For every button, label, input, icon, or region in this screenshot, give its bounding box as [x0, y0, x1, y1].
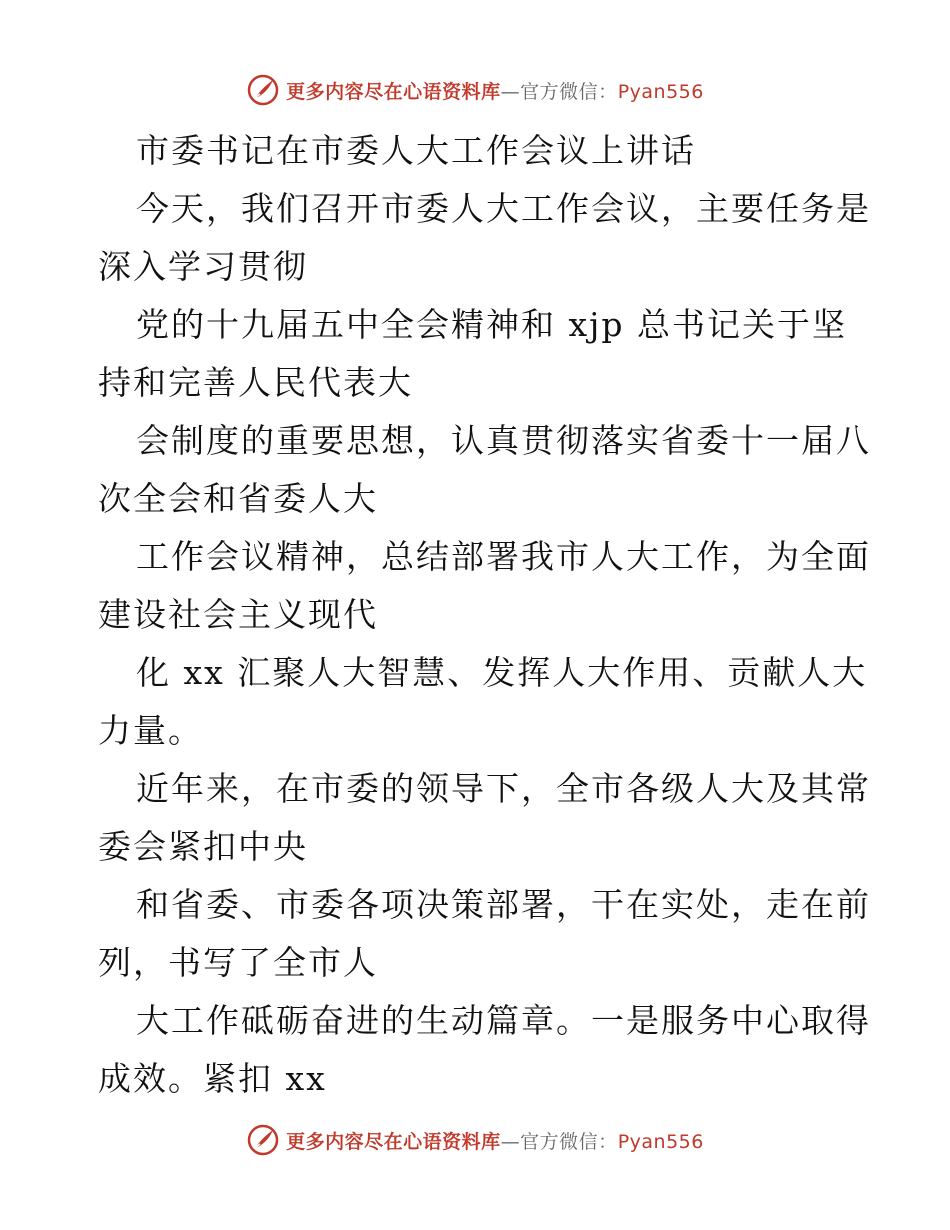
body-line: 今天，我们召开市委人大工作会议，主要任务是 [136, 189, 871, 228]
body-line: 建设社会主义现代 [98, 595, 378, 634]
feather-pen-logo-icon [246, 73, 280, 107]
body-line: 党的十九届五中全会精神和 xjp 总书记关于坚 [136, 305, 847, 344]
body-line: 深入学习贯彻 [98, 247, 308, 286]
body-line: 次全会和省委人大 [98, 479, 378, 518]
body-line: 化 xx 汇聚人大智慧、发挥人大作用、贡献人大 [136, 653, 868, 692]
body-line: 近年来，在市委的领导下，全市各级人大及其常 [136, 769, 871, 808]
body-line: 持和完善人民代表大 [98, 363, 413, 402]
header-banner-wechat-label: 官方微信： [520, 80, 618, 103]
document-title: 市委书记在市委人大工作会议上讲话 [136, 131, 696, 170]
header-banner-slogan: 更多内容尽在心语资料库 [286, 80, 501, 103]
body-line: 成效。紧扣 xx [98, 1059, 327, 1098]
header-banner [0, 70, 950, 110]
body-line: 和省委、市委各项决策部署，干在实处，走在前 [136, 885, 871, 924]
document-body [98, 122, 871, 1108]
footer-banner-dash: — [500, 1130, 521, 1153]
body-line: 力量。 [98, 711, 203, 750]
header-banner-dash: — [500, 80, 521, 103]
footer-banner-wechat-id: Pyan556 [617, 1130, 704, 1153]
footer-banner-text [286, 1127, 704, 1154]
body-line: 工作会议精神，总结部署我市人大工作，为全面 [136, 537, 871, 576]
body-line: 会制度的重要思想，认真贯彻落实省委十一届八 [136, 421, 871, 460]
footer-banner-slogan: 更多内容尽在心语资料库 [286, 1130, 501, 1153]
body-line: 委会紧扣中央 [98, 827, 308, 866]
footer-banner-wechat-label: 官方微信： [520, 1130, 618, 1153]
header-banner-text [286, 77, 704, 104]
header-banner-wechat-id: Pyan556 [617, 80, 704, 103]
footer-banner [0, 1120, 950, 1160]
body-line: 列，书写了全市人 [98, 943, 378, 982]
body-line: 大工作砥砺奋进的生动篇章。一是服务中心取得 [136, 1001, 871, 1040]
feather-pen-logo-icon [246, 1123, 280, 1157]
